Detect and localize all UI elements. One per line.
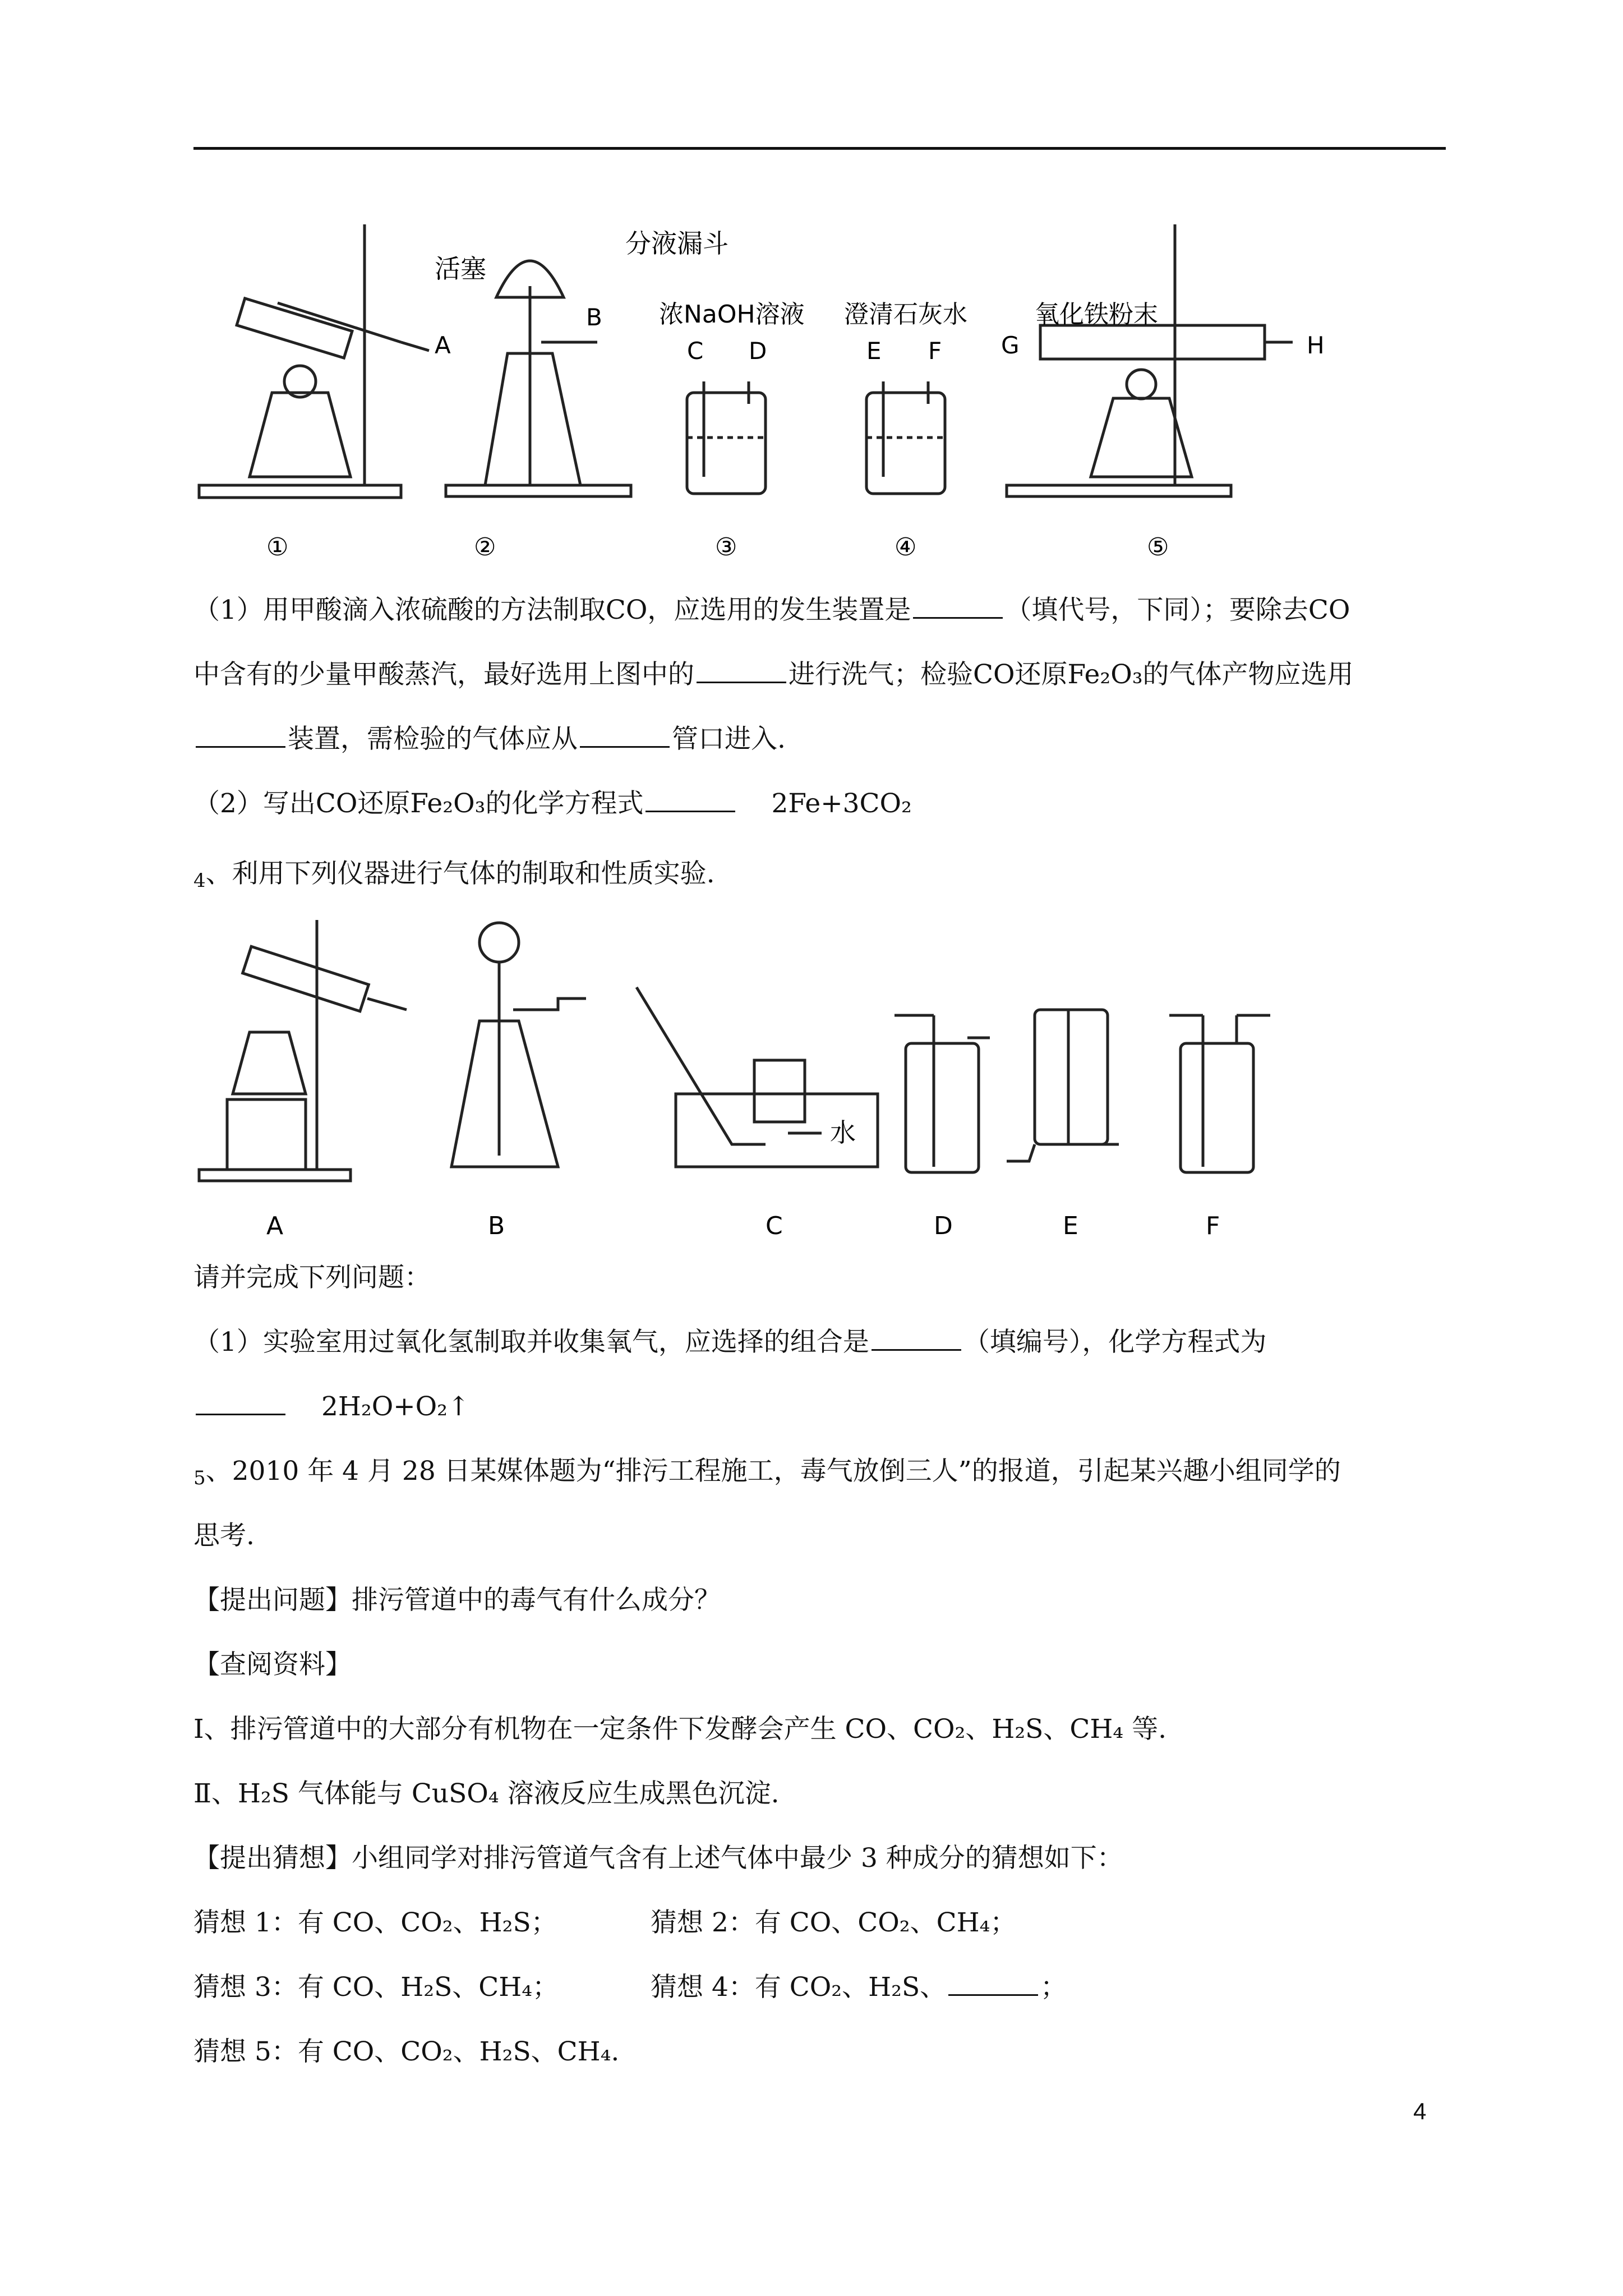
guess-5: 猜想 5：有 CO、CO₂、H₂S、CH₄. — [193, 2036, 620, 2067]
apparatus-figure-2 — [193, 909, 1343, 1245]
apparatus-figure-1 — [193, 213, 1446, 572]
label-A: A — [435, 332, 451, 359]
q5-hyp-title: 【提出猜想】小组同学对排污管道气含有上述气体中最少 3 种成分的猜想如下： — [193, 1843, 1123, 1874]
label-naoh: 浓NaOH溶液 — [659, 300, 805, 329]
fig1-num-2: ② — [474, 533, 496, 562]
q5-line1: 5、2010 年 4 月 28 日某媒体题为“排污工程施工，毒气放倒三人”的报道，引起某兴趣小组同学的 — [193, 1456, 1341, 1489]
q5-line2: 思考. — [193, 1520, 255, 1551]
blank-6[interactable] — [872, 1329, 961, 1351]
q5-ref-2: Ⅱ、H₂S 气体能与 CuSO₄ 溶液反应生成黑色沉淀. — [193, 1778, 780, 1809]
fig2-label-C: C — [766, 1212, 783, 1240]
label-limewater: 澄清石灰水 — [844, 300, 967, 329]
label-D: D — [749, 337, 767, 365]
fig2-label-F: F — [1206, 1212, 1220, 1240]
fig1-num-1: ① — [266, 533, 289, 562]
fig2-label-D: D — [934, 1212, 953, 1240]
label-sep-funnel: 分液漏斗 — [625, 228, 728, 259]
q5-ref-title: 【查阅资料】 — [193, 1649, 352, 1680]
label-fe2o3: 氧化铁粉末 — [1035, 300, 1158, 329]
q4-prompt: 请并完成下列问题： — [193, 1262, 431, 1293]
fig2-label-E: E — [1063, 1212, 1078, 1240]
guess-3: 猜想 3：有 CO、H₂S、CH₄； — [193, 1972, 559, 2003]
blank-7[interactable] — [196, 1393, 285, 1415]
blank-4[interactable] — [580, 726, 670, 748]
blank-2[interactable] — [697, 661, 786, 683]
q3-line3: 装置，需检验的气体应从 管口进入. — [193, 724, 786, 755]
fig1-num-4: ④ — [895, 533, 917, 562]
label-F: F — [928, 337, 942, 365]
label-C: C — [687, 337, 704, 365]
fig2-label-A: A — [266, 1212, 284, 1240]
blank-8[interactable] — [948, 1974, 1038, 1996]
label-stopcock: 活塞 — [435, 254, 486, 284]
header-rule — [193, 147, 1446, 150]
q3-line2: 中含有的少量甲酸蒸汽，最好选用上图中的 进行洗气；检验CO还原Fe₂O₃的气体产物应选用 — [193, 659, 1354, 690]
guess-4: 猜想 4：有 CO₂、H₂S、 ； — [651, 1972, 1067, 2003]
blank-3[interactable] — [196, 726, 285, 748]
q5-question: 【提出问题】排污管道中的毒气有什么成分？ — [193, 1585, 721, 1616]
fig2-label-B: B — [488, 1212, 505, 1240]
label-B: B — [586, 303, 602, 331]
label-water: 水 — [830, 1117, 856, 1148]
q5-ref-1: I、排污管道中的大部分有机物在一定条件下发酵会产生 CO、CO₂、H₂S、CH₄ 等. — [193, 1714, 1167, 1745]
guess-2: 猜想 2：有 CO、CO₂、CH₄； — [651, 1907, 1017, 1938]
blank-1[interactable] — [913, 597, 1003, 619]
label-H: H — [1307, 332, 1325, 359]
q4-equation: 2H₂O+O₂↑ — [193, 1391, 469, 1423]
q4-title: 4、利用下列仪器进行气体的制取和性质实验. — [193, 858, 715, 892]
guess-1: 猜想 1：有 CO、CO₂、H₂S； — [193, 1907, 557, 1938]
q3-line1: （1）用甲酸滴入浓硫酸的方法制取CO，应选用的发生装置是 （填代号，下同）；要除去CO — [193, 595, 1350, 625]
q3-part2: （2）写出CO还原Fe₂O₃的化学方程式 2Fe+3CO₂ — [193, 788, 912, 819]
fig1-num-5: ⑤ — [1147, 533, 1169, 562]
blank-5[interactable] — [645, 790, 735, 812]
page-number: 4 — [1413, 2098, 1427, 2124]
q4-part1: （1）实验室用过氧化氢制取并收集氧气，应选择的组合是 （填编号），化学方程式为 — [193, 1327, 1267, 1358]
label-E: E — [866, 337, 882, 365]
label-G: G — [1001, 332, 1020, 359]
fig1-num-3: ③ — [715, 533, 737, 562]
